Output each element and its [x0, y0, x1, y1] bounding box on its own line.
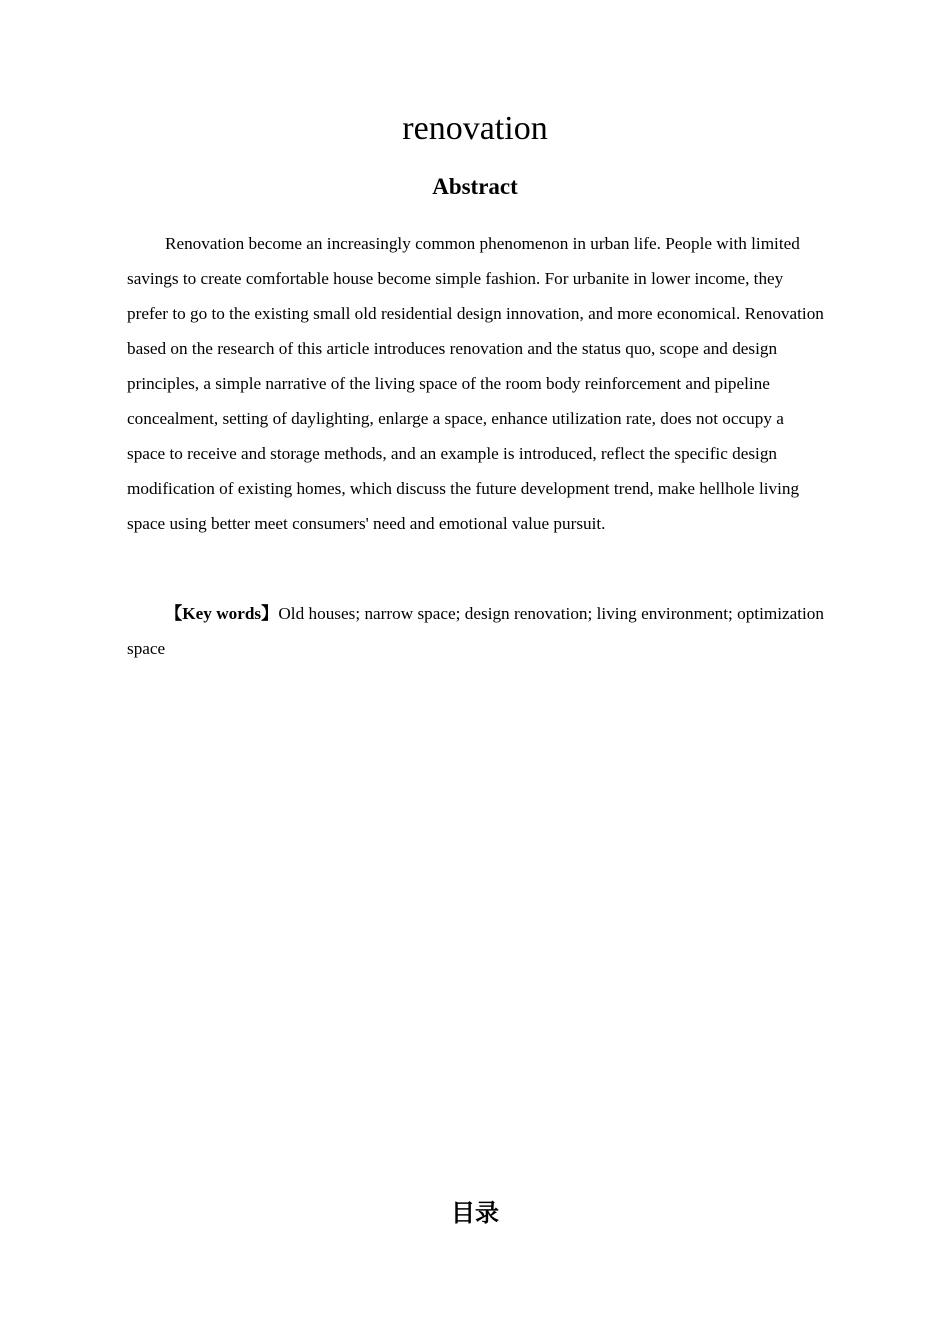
- keywords-label: 【Key words】: [165, 604, 279, 623]
- abstract-heading: Abstract: [432, 174, 518, 199]
- table-of-contents-heading: 目录: [451, 1199, 499, 1227]
- document-title: renovation: [402, 110, 548, 147]
- abstract-body: Renovation become an increasingly common phenomenon in urban life. People with limited savings to create comfortable house become simple fashion. For urbanite in lower income, they prefer to go to the existing small old residential design innovation, and more economical. Renovation based on the research of this article introduces renovation and the status quo, scope and design principles, a simple narrative of the living space of the room body reinforcement and pipeline concealment, setting of daylighting, enlarge a space, enhance utilization rate, does not occupy a space to receive and storage methods, and an example is introduced, reflect the specific design modification of existing homes, which discuss the future development trend, make hellhole living space using better meet consumers' need and emotional value pursuit.: [127, 234, 824, 533]
- keywords-paragraph: [127, 596, 824, 666]
- keywords-text: Old houses; narrow space; design renovation; living environment; optimization space: [127, 604, 824, 658]
